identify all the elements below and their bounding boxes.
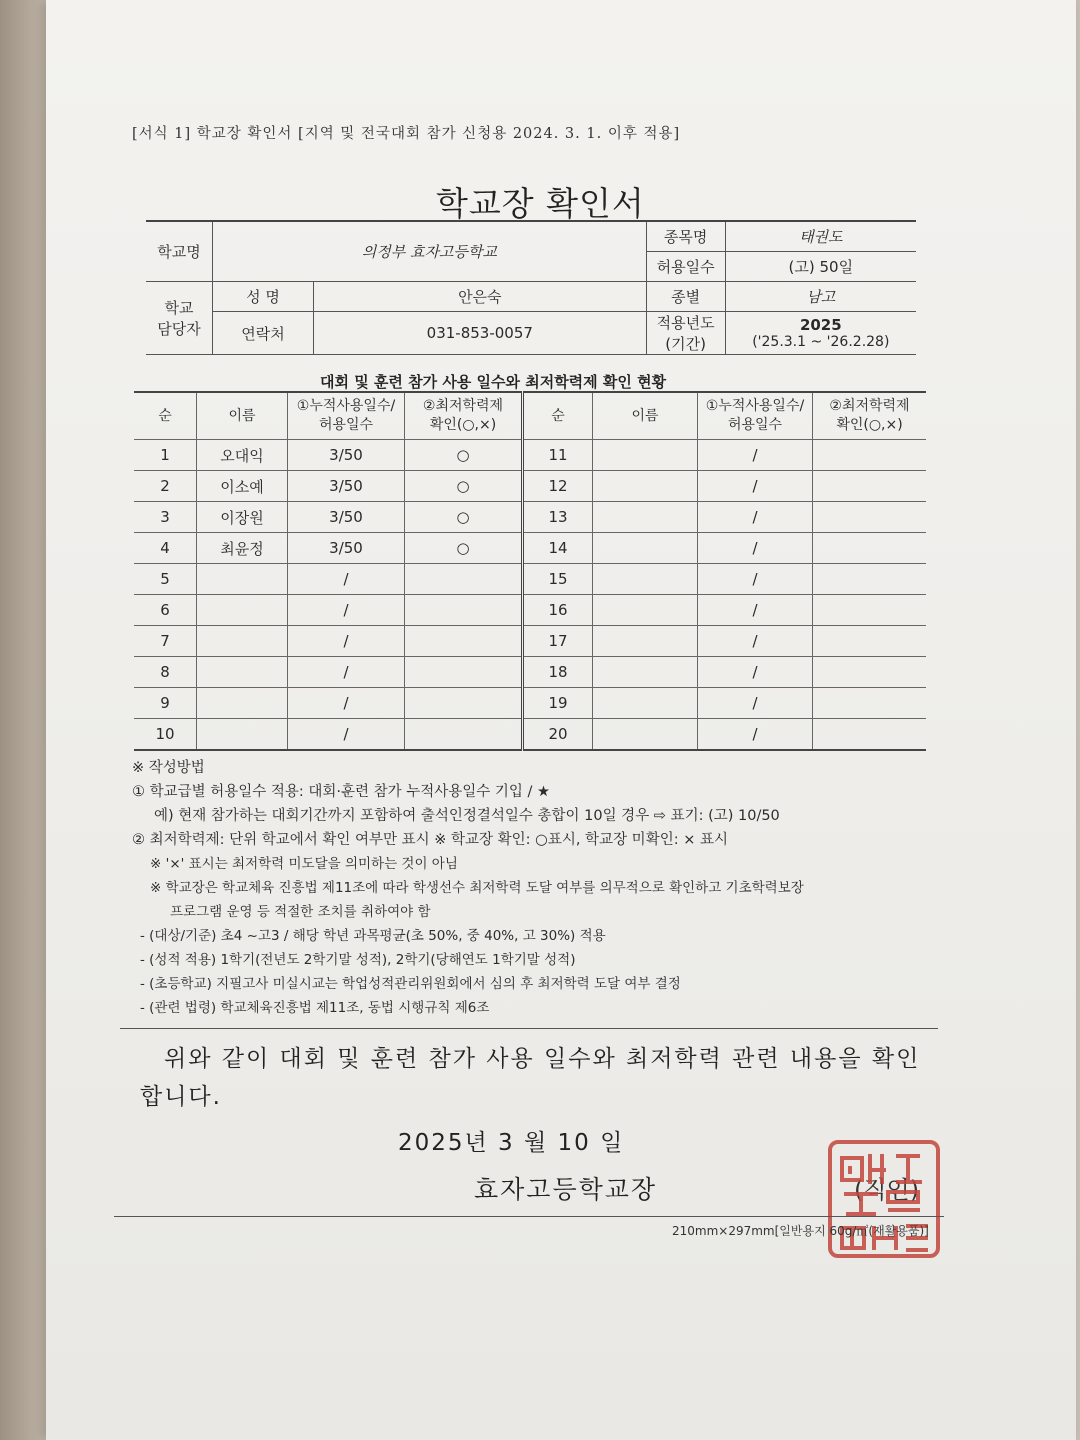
row-days: / [698, 564, 813, 595]
row-name [197, 564, 288, 595]
table-row [134, 440, 926, 471]
period-value: ('25.3.1 ~ '26.2.28) [752, 334, 890, 350]
row-name [593, 595, 698, 626]
year-value: 2025 [799, 316, 842, 334]
year-label [646, 312, 725, 355]
note-2-b-cont: 프로그램 운영 등 적절한 조치를 취하여야 함 [170, 904, 431, 920]
row-no: 4 [134, 533, 197, 564]
confirm-statement-line2: 합니다. [140, 1084, 222, 1110]
col-min-line1: ②최저학력제 [422, 398, 504, 414]
row-check [813, 440, 927, 471]
row-no: 7 [134, 626, 197, 657]
row-name: 최윤정 [197, 533, 288, 564]
table-row [134, 595, 926, 626]
row-no: 2 [134, 471, 197, 502]
roster-table [134, 391, 926, 751]
row-days: / [288, 719, 405, 751]
confirm-statement-line1: 위와 같이 대회 및 훈련 참가 사용 일수와 최저학력 관련 내용을 확인 [164, 1046, 921, 1072]
table-row [134, 657, 926, 688]
allowed-days-label: 허용일수 [646, 252, 725, 282]
manager-label-line2: 담당자 [157, 320, 201, 338]
col-name: 이름 [197, 392, 288, 440]
row-name [197, 626, 288, 657]
row-check [813, 595, 927, 626]
contact-value: 031-853-0057 [314, 312, 647, 355]
school-label: 학교명 [146, 221, 213, 282]
col-min-right-line1: ②최저학력제 [829, 398, 910, 414]
paper-spec: 210mm×297mm[일반용지 60g/㎡(재활용품)] [672, 1224, 929, 1238]
year-cell [725, 312, 916, 355]
row-name [197, 595, 288, 626]
row-check [813, 502, 927, 533]
table-row [134, 719, 926, 751]
form-header: [서식 1] 학교장 확인서 [지역 및 전국대회 참가 신청용 2024. 3. 1. 이후 적용] [132, 126, 681, 142]
note-dash-2: - (성적 적용) 1학기(전년도 2학기말 성적), 2학기(당해연도 1학기말 성적) [140, 952, 576, 968]
event-label: 종목명 [646, 221, 725, 252]
col-days-line2: 허용일수 [318, 417, 374, 433]
row-no: 16 [523, 595, 593, 626]
category-value: 남고 [725, 282, 916, 312]
row-days: / [698, 533, 813, 564]
table-row [134, 688, 926, 719]
row-days: / [698, 471, 813, 502]
seal-note: (직인) [854, 1176, 920, 1204]
row-days: 3/50 [288, 502, 405, 533]
row-check [813, 657, 927, 688]
col-no-right: 순 [523, 392, 593, 440]
row-check [405, 626, 523, 657]
row-name [197, 688, 288, 719]
allowed-days-value: (고) 50일 [725, 252, 916, 282]
row-no: 13 [523, 502, 593, 533]
row-no: 5 [134, 564, 197, 595]
year-label-line1: 적용년도 [656, 314, 715, 332]
note-1: ① 학교급별 허용일수 적용: 대회·훈련 참가 누적사용일수 기입 / ★ [132, 784, 551, 800]
row-days: / [698, 719, 813, 751]
row-days: 3/50 [288, 533, 405, 564]
row-no: 14 [523, 533, 593, 564]
row-no: 3 [134, 502, 197, 533]
row-days: / [698, 657, 813, 688]
row-check [405, 657, 523, 688]
col-days-right-line1: ①누적사용일수/ [705, 398, 805, 414]
row-name [593, 440, 698, 471]
notes-section [132, 756, 804, 1020]
official-seal-icon [824, 1136, 944, 1262]
row-no: 15 [523, 564, 593, 595]
table-row [134, 533, 926, 564]
row-name [197, 657, 288, 688]
row-check: ○ [405, 502, 523, 533]
row-name: 이장원 [197, 502, 288, 533]
signer-title: 효자고등학교장 [474, 1175, 658, 1204]
col-name-right: 이름 [593, 392, 698, 440]
row-days: / [698, 595, 813, 626]
row-check: ○ [405, 471, 523, 502]
divider-top [120, 1028, 938, 1029]
name-label: 성 명 [213, 282, 314, 312]
row-check [813, 688, 927, 719]
roster-title: 대회 및 훈련 참가 사용 일수와 최저학력제 확인 현황 [320, 373, 667, 391]
table-row [134, 626, 926, 657]
row-check [813, 626, 927, 657]
row-no: 20 [523, 719, 593, 751]
note-2: ② 최저학력제: 단위 학교에서 확인 여부만 표시 ※ 학교장 확인: ○표시, 학교장 미확인: × 표시 [132, 832, 728, 848]
note-2-a: ※ '×' 표시는 최저학력 미도달을 의미하는 것이 아님 [150, 856, 458, 872]
row-check [813, 564, 927, 595]
col-min [405, 392, 523, 440]
row-days: / [288, 626, 405, 657]
row-name [593, 688, 698, 719]
row-no: 10 [134, 719, 197, 751]
manager-label [146, 282, 213, 355]
note-dash-4: - (관련 법령) 학교체육진흥법 제11조, 동법 시행규칙 제6조 [140, 1000, 490, 1016]
notes-heading: ※ 작성방법 [132, 760, 205, 776]
note-dash-3: - (초등학교) 지필고사 미실시교는 학업성적관리위원회에서 심의 후 최저학력 도달 여부 결정 [140, 976, 681, 992]
row-name: 오대익 [197, 440, 288, 471]
note-1-example: 예) 현재 참가하는 대회기간까지 포함하여 출석인정결석일수 총합이 10일 경우 ⇨ 표기: (고) 10/50 [154, 808, 780, 824]
row-no: 17 [523, 626, 593, 657]
row-check [813, 719, 927, 751]
row-days: / [288, 688, 405, 719]
row-check [405, 719, 523, 751]
note-dash-1: - (대상/기준) 초4 ~고3 / 해당 학년 과목평균(초 50%, 중 40%, 고 30%) 적용 [140, 928, 606, 944]
year-label-line2: (기간) [665, 335, 706, 353]
row-no: 12 [523, 471, 593, 502]
row-name [593, 471, 698, 502]
event-value: 태권도 [725, 221, 916, 252]
col-days [288, 392, 405, 440]
col-min-line2: 확인(○,×) [429, 417, 497, 433]
row-name [593, 657, 698, 688]
col-min-right-line2: 확인(○,×) [836, 417, 903, 433]
row-check [405, 688, 523, 719]
note-2-b: ※ 학교장은 학교체육 진흥법 제11조에 따라 학생선수 최저학력 도달 여부를 의무적으로 확인하고 기초학력보장 [150, 880, 804, 896]
row-name: 이소예 [197, 471, 288, 502]
row-name [593, 564, 698, 595]
row-no: 6 [134, 595, 197, 626]
row-days: / [698, 502, 813, 533]
row-check: ○ [405, 533, 523, 564]
category-label: 종별 [646, 282, 725, 312]
row-check [405, 564, 523, 595]
row-name [197, 719, 288, 751]
row-name [593, 502, 698, 533]
col-min-right [813, 392, 927, 440]
row-days: / [698, 688, 813, 719]
row-days: 3/50 [288, 440, 405, 471]
row-name [593, 533, 698, 564]
issue-date: 2025년 3 월 10 일 [398, 1130, 625, 1156]
row-no: 9 [134, 688, 197, 719]
row-name [593, 719, 698, 751]
row-check [405, 595, 523, 626]
contact-label: 연락처 [213, 312, 314, 355]
row-check [813, 533, 927, 564]
row-check: ○ [405, 440, 523, 471]
row-days: / [698, 626, 813, 657]
info-table [146, 220, 916, 355]
col-days-right [698, 392, 813, 440]
col-days-line1: ①누적사용일수/ [296, 398, 396, 414]
manager-label-line1: 학교 [164, 299, 194, 317]
row-no: 18 [523, 657, 593, 688]
row-no: 8 [134, 657, 197, 688]
row-no: 19 [523, 688, 593, 719]
row-days: 3/50 [288, 471, 405, 502]
document-title: 학교장 확인서 [436, 184, 645, 223]
table-row [134, 502, 926, 533]
row-days: / [288, 595, 405, 626]
row-days: / [288, 657, 405, 688]
table-row [134, 564, 926, 595]
row-check [813, 471, 927, 502]
roster-body [134, 440, 926, 751]
row-name [593, 626, 698, 657]
school-value: 의정부 효자고등학교 [213, 221, 647, 282]
col-no: 순 [134, 392, 197, 440]
name-value: 안은숙 [314, 282, 647, 312]
col-days-right-line2: 허용일수 [727, 417, 783, 433]
divider-bottom [114, 1216, 944, 1217]
row-days: / [698, 440, 813, 471]
table-row [134, 471, 926, 502]
row-no: 1 [134, 440, 197, 471]
row-days: / [288, 564, 405, 595]
row-no: 11 [523, 440, 593, 471]
